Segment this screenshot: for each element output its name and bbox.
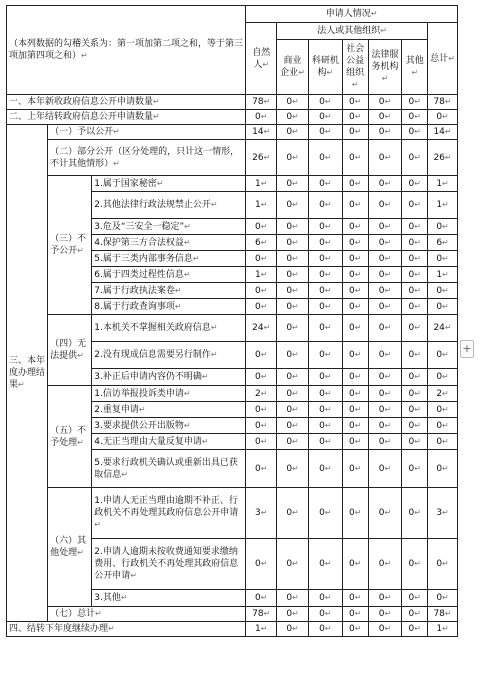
value-cell: 3↵ — [246, 488, 277, 539]
value-cell: 0↵ — [342, 402, 368, 418]
value-cell: 0↵ — [402, 110, 428, 125]
value-cell: 24↵ — [246, 315, 277, 342]
document-page — [6, 5, 458, 637]
value-cell: 0↵ — [368, 622, 402, 637]
value-cell: 0↵ — [308, 386, 342, 402]
value-cell: 0↵ — [428, 402, 458, 418]
row-label: 6.属于四类过程性信息↵ — [92, 267, 246, 283]
value-cell: 0↵ — [368, 369, 402, 386]
value-cell: 0↵ — [428, 539, 458, 590]
value-cell: 0↵ — [277, 125, 309, 140]
value-cell: 1↵ — [428, 176, 458, 192]
value-cell: 0↵ — [308, 267, 342, 283]
value-cell: 0↵ — [277, 95, 309, 110]
value-cell: 0↵ — [308, 488, 342, 539]
value-cell: 0↵ — [402, 418, 428, 434]
value-cell: 0↵ — [277, 622, 309, 637]
value-cell: 0↵ — [342, 607, 368, 622]
value-cell: 0↵ — [277, 607, 309, 622]
value-cell: 0↵ — [308, 607, 342, 622]
header-note: （本列数据的勾稽关系为：第一项加第二项之和，等于第三项加第四项之和） — [9, 39, 244, 61]
group-label: （四）无法提供↵ — [48, 315, 92, 386]
value-cell: 0↵ — [308, 418, 342, 434]
value-cell: 0↵ — [428, 369, 458, 386]
value-cell: 0↵ — [308, 299, 342, 315]
value-cell: 0↵ — [342, 219, 368, 235]
value-cell: 0↵ — [342, 386, 368, 402]
value-cell: 0↵ — [277, 219, 309, 235]
value-cell: 0↵ — [246, 369, 277, 386]
value-cell: 0↵ — [246, 402, 277, 418]
value-cell: 0↵ — [428, 219, 458, 235]
value-cell: 1↵ — [428, 267, 458, 283]
value-cell: 0↵ — [308, 125, 342, 140]
value-cell: 0↵ — [428, 110, 458, 125]
row-label: 3.要求提供公开出版物↵ — [92, 418, 246, 434]
value-cell: 0↵ — [428, 590, 458, 607]
row-label: 3.危及“三安全一稳定”↵ — [92, 219, 246, 235]
value-cell: 0↵ — [402, 342, 428, 369]
value-cell: 0↵ — [428, 434, 458, 450]
row-label: 4.无正当理由大量反复申请↵ — [92, 434, 246, 450]
value-cell: 0↵ — [342, 140, 368, 176]
table-row — [7, 95, 458, 110]
group-label: （六）其他处理↵ — [48, 488, 92, 607]
row-label: 3.补正后申请内容仍不明确↵ — [92, 369, 246, 386]
value-cell: 0↵ — [368, 251, 402, 267]
value-cell: 0↵ — [277, 386, 309, 402]
value-cell: 0↵ — [277, 402, 309, 418]
expand-button[interactable]: + — [460, 340, 474, 358]
value-cell: 0↵ — [402, 219, 428, 235]
value-cell: 0↵ — [308, 315, 342, 342]
value-cell: 0↵ — [308, 622, 342, 637]
value-cell: 0↵ — [368, 607, 402, 622]
value-cell: 0↵ — [277, 539, 309, 590]
value-cell: 0↵ — [246, 539, 277, 590]
value-cell: 0↵ — [402, 402, 428, 418]
value-cell: 0↵ — [402, 488, 428, 539]
value-cell: 0↵ — [342, 125, 368, 140]
table-row — [7, 140, 458, 176]
value-cell: 0↵ — [402, 590, 428, 607]
value-cell: 78↵ — [428, 95, 458, 110]
row-label: 一、本年新收政府信息公开申请数量↵ — [7, 95, 246, 110]
section-label: 三、本年度办理结果↵ — [7, 125, 48, 622]
value-cell: 0↵ — [342, 235, 368, 251]
value-cell: 0↵ — [277, 110, 309, 125]
row-label: 4.保护第三方合法权益↵ — [92, 235, 246, 251]
value-cell: 0↵ — [277, 267, 309, 283]
value-cell: 0↵ — [428, 251, 458, 267]
value-cell: 0↵ — [342, 110, 368, 125]
row-label: 7.属于行政执法案卷↵ — [92, 283, 246, 299]
header-natural-person: 自然人↵ — [246, 23, 277, 95]
value-cell: 0↵ — [402, 299, 428, 315]
value-cell: 0↵ — [308, 176, 342, 192]
value-cell: 1↵ — [246, 192, 277, 219]
value-cell: 0↵ — [342, 95, 368, 110]
row-label: （一）予以公开↵ — [48, 125, 246, 140]
value-cell: 0↵ — [342, 267, 368, 283]
value-cell: 6↵ — [246, 235, 277, 251]
row-label: 1.信访举报投诉类申请↵ — [92, 386, 246, 402]
value-cell: 0↵ — [342, 418, 368, 434]
value-cell: 3↵ — [428, 488, 458, 539]
value-cell: 0↵ — [368, 140, 402, 176]
value-cell: 0↵ — [428, 342, 458, 369]
value-cell: 0↵ — [368, 315, 402, 342]
value-cell: 0↵ — [308, 539, 342, 590]
header-research: 科研机构↵ — [308, 40, 342, 95]
value-cell: 0↵ — [428, 418, 458, 434]
value-cell: 0↵ — [246, 590, 277, 607]
value-cell: 0↵ — [277, 140, 309, 176]
value-cell: 0↵ — [308, 219, 342, 235]
value-cell: 0↵ — [368, 342, 402, 369]
value-cell: 1↵ — [428, 192, 458, 219]
value-cell: 0↵ — [277, 342, 309, 369]
value-cell: 0↵ — [342, 450, 368, 488]
row-label: 3.其他↵ — [92, 590, 246, 607]
value-cell: 0↵ — [402, 251, 428, 267]
value-cell: 0↵ — [368, 125, 402, 140]
value-cell: 0↵ — [342, 434, 368, 450]
row-label: （二）部分公开（区分处理的，只计这一情形，不计其他情形）↵ — [48, 140, 246, 176]
value-cell: 0↵ — [368, 283, 402, 299]
value-cell: 0↵ — [368, 95, 402, 110]
value-cell: 0↵ — [402, 607, 428, 622]
table-row — [7, 488, 458, 539]
row-label: 2.申请人逾期未按收费通知要求缴纳费用、行政机关不再处理其政府信息公开申请↵ — [92, 539, 246, 590]
value-cell: 0↵ — [368, 192, 402, 219]
value-cell: 0↵ — [277, 192, 309, 219]
value-cell: 1↵ — [428, 622, 458, 637]
value-cell: 0↵ — [368, 110, 402, 125]
value-cell: 0↵ — [342, 251, 368, 267]
row-label: 1.属于国家秘密↵ — [92, 176, 246, 192]
row-label: 2.重复申请↵ — [92, 402, 246, 418]
value-cell: 0↵ — [368, 402, 402, 418]
value-cell: 0↵ — [402, 192, 428, 219]
value-cell: 0↵ — [402, 315, 428, 342]
group-label: （五）不予处理↵ — [48, 386, 92, 488]
value-cell: 0↵ — [308, 590, 342, 607]
value-cell: 0↵ — [308, 434, 342, 450]
value-cell: 0↵ — [368, 488, 402, 539]
value-cell: 0↵ — [277, 299, 309, 315]
value-cell: 0↵ — [246, 283, 277, 299]
value-cell: 78↵ — [246, 607, 277, 622]
value-cell: 0↵ — [368, 539, 402, 590]
value-cell: 0↵ — [368, 235, 402, 251]
value-cell: 0↵ — [308, 402, 342, 418]
value-cell: 0↵ — [246, 219, 277, 235]
value-cell: 2↵ — [246, 386, 277, 402]
value-cell: 0↵ — [368, 418, 402, 434]
value-cell: 0↵ — [342, 539, 368, 590]
value-cell: 0↵ — [368, 267, 402, 283]
header-note-cell: （本列数据的勾稽关系为：第一项加第二项之和，等于第三项加第四项之和）↵ — [7, 6, 246, 95]
value-cell: 0↵ — [277, 235, 309, 251]
value-cell: 6↵ — [428, 235, 458, 251]
value-cell: 0↵ — [342, 315, 368, 342]
row-label: 2.没有现成信息需要另行制作↵ — [92, 342, 246, 369]
value-cell: 0↵ — [246, 342, 277, 369]
value-cell: 0↵ — [402, 450, 428, 488]
value-cell: 0↵ — [246, 434, 277, 450]
header-other: 其他↵ — [402, 40, 428, 95]
table-row — [7, 125, 458, 140]
row-label: 四、结转下年度继续办理↵ — [7, 622, 246, 637]
value-cell: 0↵ — [308, 192, 342, 219]
value-cell: 0↵ — [308, 95, 342, 110]
value-cell: 0↵ — [342, 488, 368, 539]
row-label: 二、上年结转政府信息公开申请数量↵ — [7, 110, 246, 125]
value-cell: 26↵ — [246, 140, 277, 176]
value-cell: 0↵ — [368, 299, 402, 315]
value-cell: 0↵ — [342, 299, 368, 315]
value-cell: 26↵ — [428, 140, 458, 176]
value-cell: 0↵ — [277, 176, 309, 192]
value-cell: 14↵ — [246, 125, 277, 140]
value-cell: 0↵ — [342, 622, 368, 637]
row-label: 5.要求行政机关确认或重新出具已获取信息↵ — [92, 450, 246, 488]
value-cell: 0↵ — [308, 369, 342, 386]
value-cell: 0↵ — [246, 299, 277, 315]
header-legal-entities: 法人或其他组织↵ — [277, 23, 428, 40]
table-row — [7, 607, 458, 622]
value-cell: 0↵ — [368, 386, 402, 402]
value-cell: 0↵ — [277, 418, 309, 434]
value-cell: 0↵ — [402, 283, 428, 299]
disclosure-statistics-table — [6, 5, 458, 637]
value-cell: 0↵ — [308, 110, 342, 125]
value-cell: 0↵ — [277, 488, 309, 539]
header-commercial: 商业企业↵ — [277, 40, 309, 95]
value-cell: 0↵ — [308, 251, 342, 267]
value-cell: 0↵ — [402, 176, 428, 192]
table-row — [7, 386, 458, 402]
value-cell: 0↵ — [402, 95, 428, 110]
value-cell: 0↵ — [368, 176, 402, 192]
value-cell: 0↵ — [277, 315, 309, 342]
value-cell: 0↵ — [246, 450, 277, 488]
value-cell: 0↵ — [428, 283, 458, 299]
value-cell: 0↵ — [277, 434, 309, 450]
header-social: 社会公益组织↵ — [342, 40, 368, 95]
value-cell: 0↵ — [428, 450, 458, 488]
value-cell: 14↵ — [428, 125, 458, 140]
value-cell: 0↵ — [402, 434, 428, 450]
value-cell: 0↵ — [246, 110, 277, 125]
value-cell: 0↵ — [342, 283, 368, 299]
value-cell: 0↵ — [308, 283, 342, 299]
value-cell: 0↵ — [277, 450, 309, 488]
value-cell: 1↵ — [246, 267, 277, 283]
value-cell: 0↵ — [402, 539, 428, 590]
value-cell: 24↵ — [428, 315, 458, 342]
value-cell: 0↵ — [308, 140, 342, 176]
value-cell: 0↵ — [428, 299, 458, 315]
value-cell: 2↵ — [428, 386, 458, 402]
value-cell: 0↵ — [368, 219, 402, 235]
header-legal-service: 法律服务机构↵ — [368, 40, 402, 95]
value-cell: 1↵ — [246, 176, 277, 192]
value-cell: 78↵ — [246, 95, 277, 110]
value-cell: 0↵ — [368, 434, 402, 450]
value-cell: 0↵ — [402, 140, 428, 176]
value-cell: 0↵ — [246, 251, 277, 267]
value-cell: 0↵ — [402, 369, 428, 386]
row-label: 1.申请人无正当理由逾期不补正、行政机关不再处理其政府信息公开申请↵ — [92, 488, 246, 539]
value-cell: 0↵ — [277, 590, 309, 607]
group-label: （三）不予公开↵ — [48, 176, 92, 315]
row-label: 8.属于行政查询事项↵ — [92, 299, 246, 315]
table-row — [7, 622, 458, 637]
row-label: 2.其他法律行政法规禁止公开↵ — [92, 192, 246, 219]
value-cell: 0↵ — [342, 192, 368, 219]
value-cell: 0↵ — [402, 125, 428, 140]
header-applicant: 申请人情况↵ — [246, 6, 458, 23]
table-row — [7, 315, 458, 342]
table-row — [7, 176, 458, 192]
value-cell: 0↵ — [277, 251, 309, 267]
value-cell: 1↵ — [246, 622, 277, 637]
value-cell: 0↵ — [277, 369, 309, 386]
value-cell: 0↵ — [277, 283, 309, 299]
header-total: 总计↵ — [428, 23, 458, 95]
value-cell: 0↵ — [342, 369, 368, 386]
value-cell: 0↵ — [308, 235, 342, 251]
value-cell: 0↵ — [402, 386, 428, 402]
value-cell: 0↵ — [402, 267, 428, 283]
value-cell: 0↵ — [308, 450, 342, 488]
value-cell: 0↵ — [368, 450, 402, 488]
value-cell: 0↵ — [342, 176, 368, 192]
row-label: （七）总计↵ — [48, 607, 246, 622]
value-cell: 0↵ — [342, 590, 368, 607]
value-cell: 78↵ — [428, 607, 458, 622]
value-cell: 0↵ — [246, 418, 277, 434]
value-cell: 0↵ — [368, 590, 402, 607]
value-cell: 0↵ — [342, 342, 368, 369]
value-cell: 0↵ — [402, 622, 428, 637]
value-cell: 0↵ — [402, 235, 428, 251]
table-row — [7, 110, 458, 125]
row-label: 1.本机关不掌握相关政府信息↵ — [92, 315, 246, 342]
value-cell: 0↵ — [308, 342, 342, 369]
row-label: 5.属于三类内部事务信息↵ — [92, 251, 246, 267]
